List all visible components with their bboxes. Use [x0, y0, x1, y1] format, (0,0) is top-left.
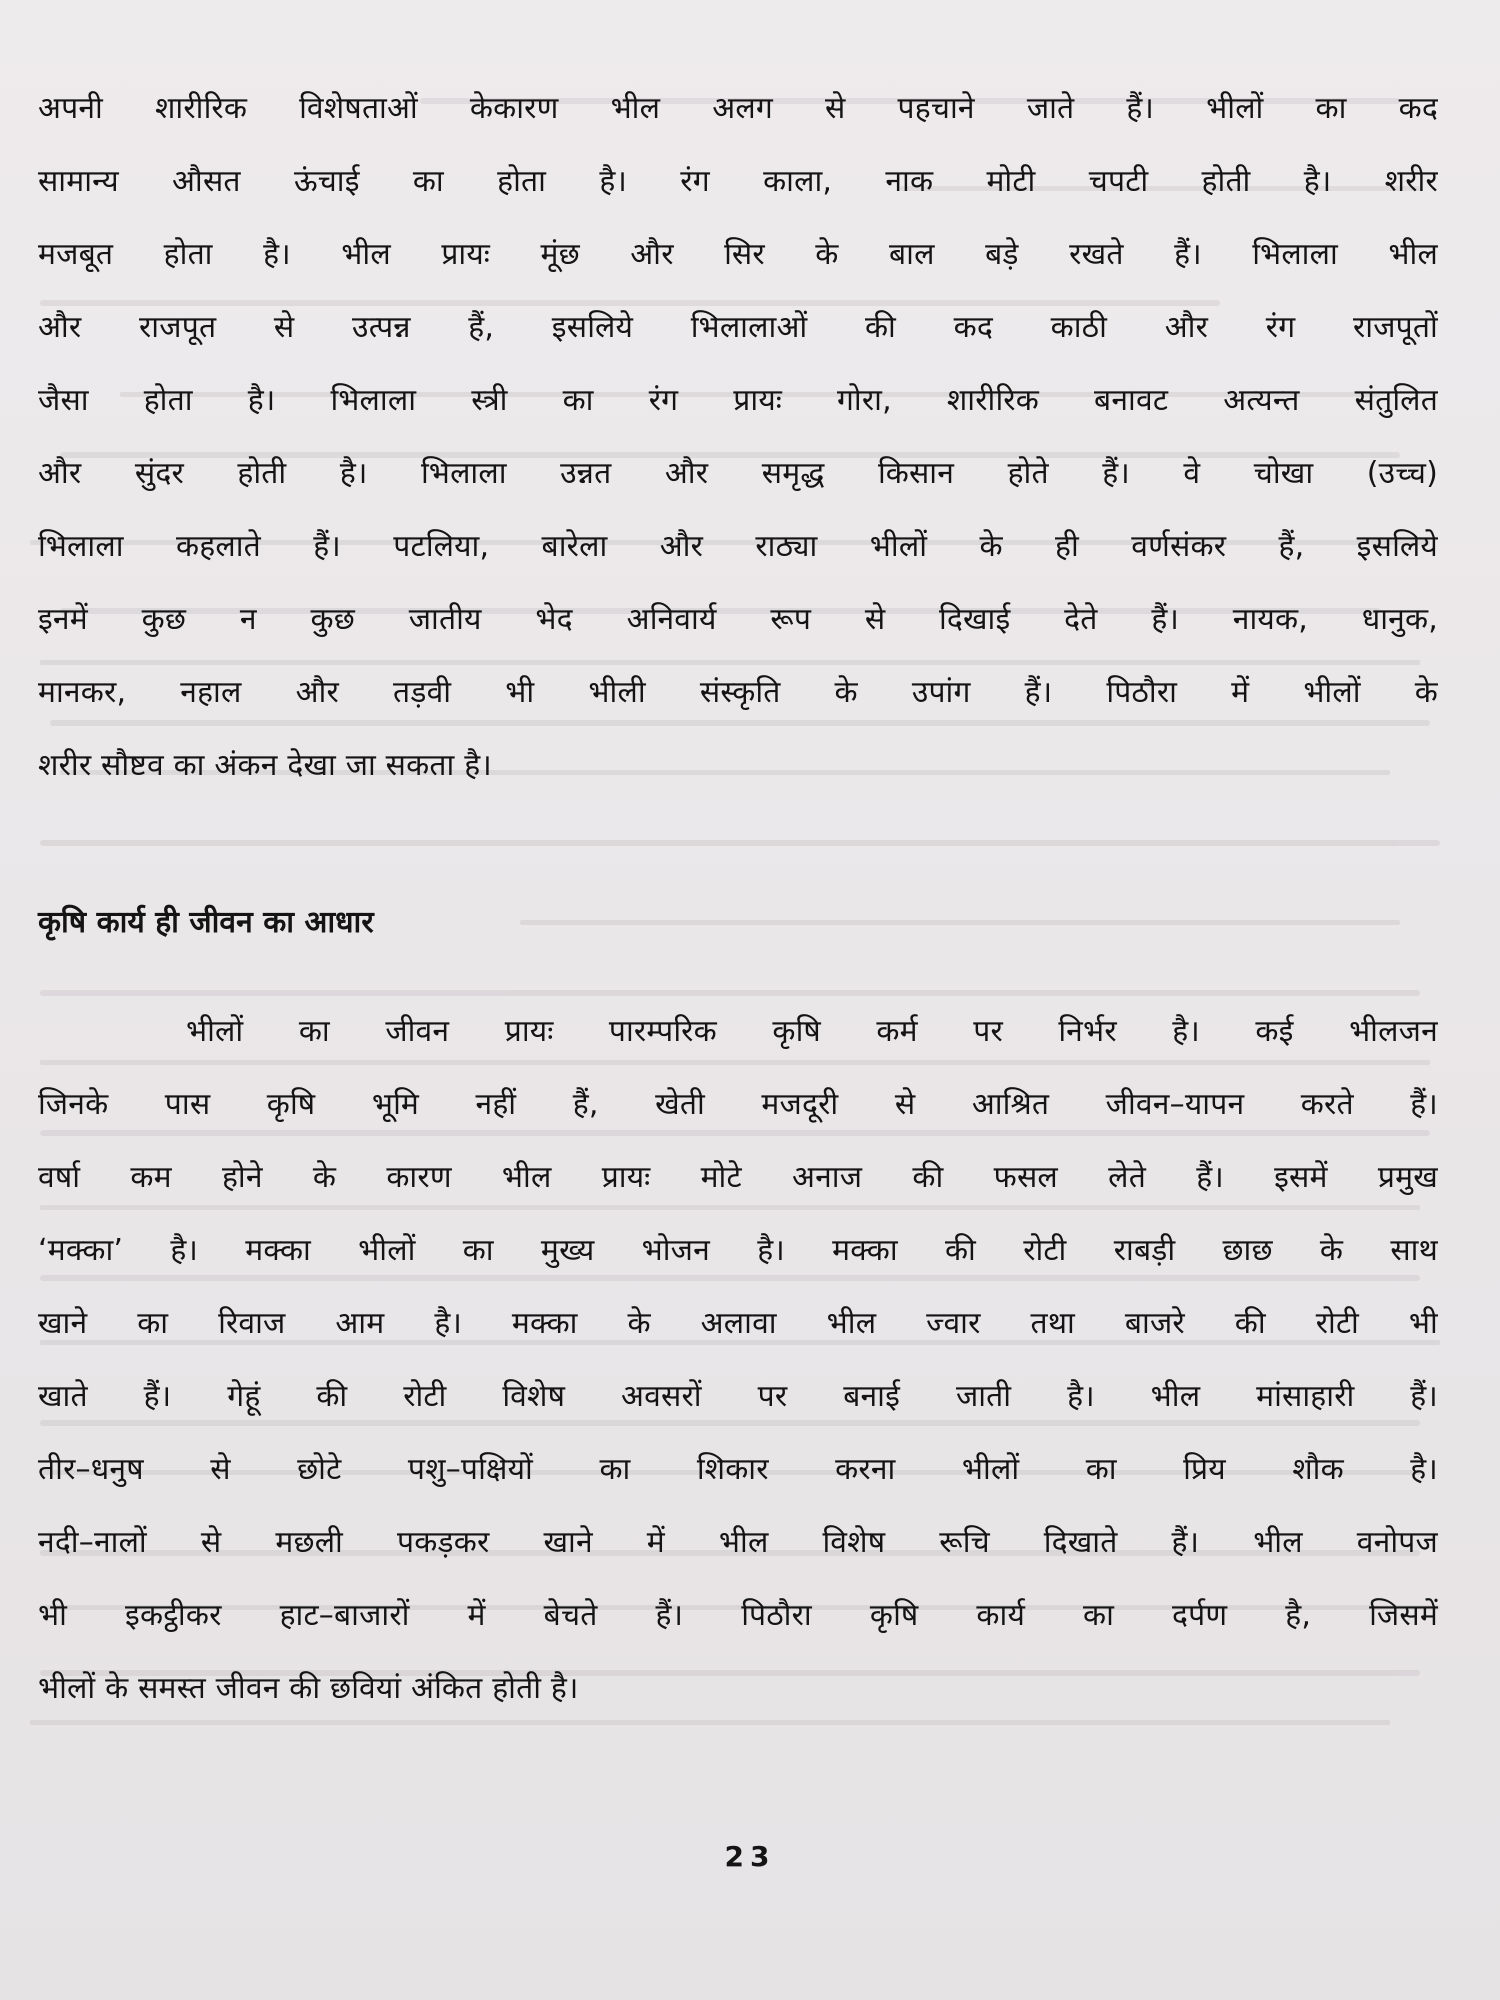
text-line: भी इकट्ठीकर हाट–बाजारों में बेचते हैं। पिठौरा कृषि कार्य का दर्पण है, जिसमें [38, 1598, 1438, 1633]
text-line: भिलाला कहलाते हैं। पटलिया, बारेला और राठ्या भीलों के ही वर्णसंकर हैं, इसलिये [38, 529, 1438, 564]
text-line: जैसा होता है। भिलाला स्त्री का रंग प्रायः गोरा, शारीरिक बनावट अत्यन्त संतुलित [38, 383, 1438, 418]
text-line: भीलों का जीवन प्रायः पारम्परिक कृषि कर्म पर निर्भर है। कई भीलजन [186, 1014, 1438, 1049]
text-line: नदी–नालों से मछली पकड़कर खाने में भील विशेष रूचि दिखाते हैं। भील वनोपज [38, 1525, 1438, 1560]
text-line: मजबूत होता है। भील प्रायः मूंछ और सिर के बाल बड़े रखते हैं। भिलाला भील [38, 237, 1438, 272]
page-number: 23 [724, 1840, 776, 1873]
text-line: शरीर सौष्टव का अंकन देखा जा सकता है। [38, 748, 492, 783]
text-line: भीलों के समस्त जीवन की छवियां अंकित होती है। [38, 1671, 579, 1706]
text-line: खाने का रिवाज आम है। मक्का के अलावा भील ज्वार तथा बाजरे की रोटी भी [38, 1306, 1438, 1341]
text-line: ‘मक्का’ है। मक्का भीलों का मुख्य भोजन है। मक्का की रोटी राबड़ी छाछ के साथ [38, 1233, 1438, 1268]
text-line: और सुंदर होती है। भिलाला उन्नत और समृद्ध किसान होते हैं। वे चोखा (उच्च) [38, 456, 1438, 491]
text-line: और राजपूत से उत्पन्न हैं, इसलिये भिलालाओं की कद काठी और रंग राजपूतों [38, 310, 1438, 345]
text-line: वर्षा कम होने के कारण भील प्रायः मोटे अनाज की फसल लेते हैं। इसमें प्रमुख [38, 1160, 1438, 1195]
text-line: इनमें कुछ न कुछ जातीय भेद अनिवार्य रूप से दिखाई देते हैं। नायक, धानुक, [38, 602, 1438, 637]
section-heading: कृषि कार्य ही जीवन का आधार [38, 905, 374, 940]
text-line: खाते हैं। गेहूं की रोटी विशेष अवसरों पर बनाई जाती है। भील मांसाहारी हैं। [38, 1379, 1438, 1414]
text-line: सामान्य औसत ऊंचाई का होता है। रंग काला, नाक मोटी चपटी होती है। शरीर [38, 164, 1438, 199]
text-line: अपनी शारीरिक विशेषताओं केकारण भील अलग से पहचाने जाते हैं। भीलों का कद [38, 91, 1438, 126]
paragraph-agriculture [38, 995, 1438, 1725]
paragraph-physical-traits [38, 72, 1438, 802]
text-line: जिनके पास कृषि भूमि नहीं हैं, खेती मजदूरी से आश्रित जीवन–यापन करते हैं। [38, 1087, 1438, 1122]
text-line: तीर–धनुष से छोटे पशु–पक्षियों का शिकार करना भीलों का प्रिय शौक है। [38, 1452, 1438, 1487]
text-line: मानकर, नहाल और तड़वी भी भीली संस्कृति के उपांग हैं। पिठौरा में भीलों के [38, 675, 1438, 710]
